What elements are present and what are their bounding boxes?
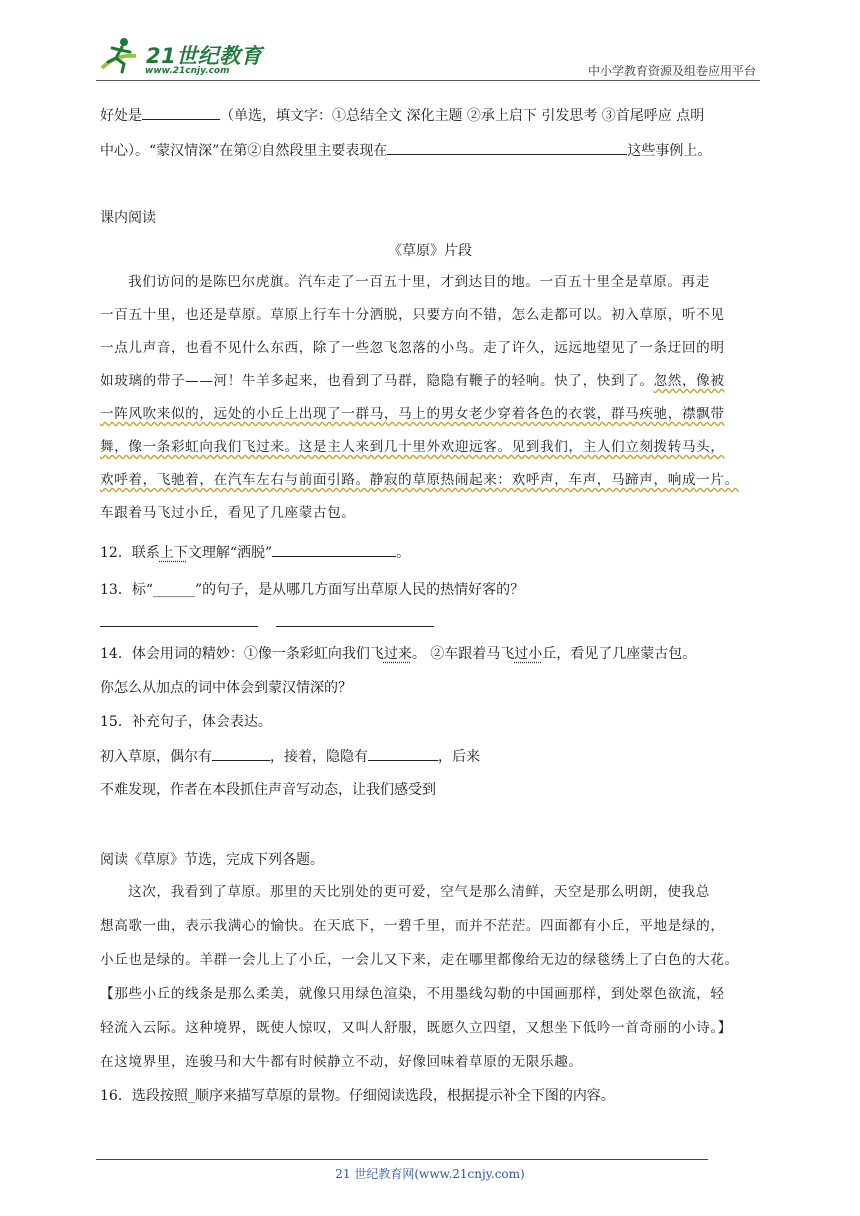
passage-line: 【那些小丘的线条是那么柔美，就像只用绿色渲染，不用墨线勾勒的中国画那样，到处翠色欲流，轻 <box>100 986 725 1002</box>
question-15: 15．补充句子，体会表达。 <box>100 714 272 730</box>
question-continuation-line-1 <box>100 105 704 126</box>
logo-text: 21世纪教育 <box>146 44 263 68</box>
passage-title: 《草原》片段 <box>388 243 472 259</box>
question-16: 16．选段按照_顺序来描写草原的景物。仔细阅读选段，根据提示补全下图的内容。 <box>100 1088 615 1104</box>
text: （单选，填文字：①总结全文 深化主题 ②承上启下 引发思考 ③首尾呼应 点明 <box>220 108 705 124</box>
dotted-word: 过来 <box>383 646 412 662</box>
footer-divider <box>96 1159 708 1160</box>
passage-line <box>100 371 725 391</box>
text: ，接着，隐隐有 <box>270 749 368 765</box>
passage-line-marked: 一阵风吹来似的，远处的小丘上出现了一群马，马上的男女老少穿着各色的衣裳，群马疾驰，襟飘带 <box>100 406 725 422</box>
passage-line: 这次，我看到了草原。那里的天比别处的更可爱，空气是那么清鲜，天空是那么明朗，使我总 <box>128 884 710 900</box>
text: 12．联系 <box>100 545 160 561</box>
page-footer: 21 世纪教育网(www.21cnjy.com) <box>335 1167 525 1181</box>
passage-line: 想高歌一曲，表示我满心的愉快。在天底下，一碧千里，而并不茫茫。四面都有小丘，平地是绿的， <box>100 918 725 934</box>
platform-name: 中小学教育资源及组卷应用平台 <box>587 64 756 78</box>
question-15-line-3: 不难发现，作者在本段抓住声音写动态，让我们感受到 <box>100 782 436 798</box>
question-14-line-2: 你怎么从加点的词中体会到蒙汉情深的？ <box>100 680 352 696</box>
passage-line: 车跟着马飞过小丘，看见了几座蒙古包。 <box>100 505 356 521</box>
passage-line: 小丘也是绿的。羊群一会儿上了小丘，一会儿又下来，走在哪里都像给无边的绿毯绣上了白色的大花。 <box>100 952 739 968</box>
answer-blank[interactable] <box>276 612 434 627</box>
section-heading: 阅读《草原》节选，完成下列各题。 <box>100 852 324 868</box>
answer-blank[interactable] <box>100 612 258 627</box>
answer-blank[interactable] <box>142 105 220 120</box>
marked-text: 忽然，像被 <box>653 373 725 389</box>
text: ，后来 <box>438 749 480 765</box>
page-header <box>96 32 760 80</box>
section-heading: 课内阅读 <box>100 210 156 226</box>
text: 丘，看见了几座蒙古包。 <box>542 646 697 662</box>
text: 14．体会用词的精妙：①像一条彩虹向我们飞 <box>100 646 384 662</box>
passage-line: 一百五十里，也还是草原。草原上行车十分洒脱，只要方向不错，怎么走都可以。初入草原，听不见 <box>100 307 725 323</box>
passage-line: 轻流入云际。这种境界，既使人惊叹，又叫人舒服，既愿久立四望，又想坐下低吟一首奇丽的小诗。】 <box>100 1020 732 1036</box>
answer-blank[interactable] <box>272 542 396 557</box>
question-15-line-2 <box>100 746 480 767</box>
logo-url: www.21cnjy.com <box>145 66 230 76</box>
text: 。 ②车跟着马飞 <box>411 646 515 662</box>
passage-line: 一点儿声音，也看不见什么东西，除了一些忽飞忽落的小鸟。走了许久，远远地望见了一条迂回的明 <box>100 340 725 356</box>
answer-blank[interactable] <box>387 140 627 155</box>
passage-line: 在这境界里，连骏马和大牛都有时候静立不动，好像回味着草原的无限乐趣。 <box>100 1054 583 1070</box>
text: 如玻璃的带子——河！牛羊多起来，也看到了马群，隐隐有鞭子的轻响。快了，快到了。 <box>100 373 654 389</box>
answer-blank[interactable] <box>368 746 438 761</box>
dotted-word: 上下 <box>159 545 188 561</box>
runner-logo-icon <box>96 34 144 78</box>
text: 文理解“洒脱” <box>187 545 273 561</box>
text: 这些事例上。 <box>627 143 712 159</box>
text: 好处是 <box>100 108 142 124</box>
passage-line: 我们访问的是陈巴尔虎旗。汽车走了一百五十里，才到达目的地。一百五十里全是草原。再走 <box>128 274 710 290</box>
question-12 <box>100 542 410 563</box>
text: 中心）。“蒙汉情深”在第②自然段里主要表现在 <box>100 143 388 159</box>
question-continuation-line-2 <box>100 140 711 161</box>
question-14 <box>100 644 696 664</box>
header-divider <box>96 80 760 81</box>
answer-blank[interactable] <box>212 746 270 761</box>
text: 初入草原，偶尔有 <box>100 749 212 765</box>
question-13: 13．标“______”的句子，是从哪几方面写出草原人民的热情好客的？ <box>100 582 525 598</box>
dotted-word: 过小 <box>514 646 543 662</box>
passage-line-marked <box>100 470 739 490</box>
passage-line-marked: 舞，像一条彩虹向我们飞过来。这是主人来到几十里外欢迎远客。见到我们，主人们立刻拨转马头， <box>100 439 725 455</box>
site-logo <box>96 34 266 78</box>
marked-text: 欢呼着，飞驰着，在汽车左右与前面引路。静寂的草原热闹起来：欢呼声，车声，马蹄声，响成一片。 <box>100 472 739 488</box>
text: 。 <box>396 545 411 561</box>
